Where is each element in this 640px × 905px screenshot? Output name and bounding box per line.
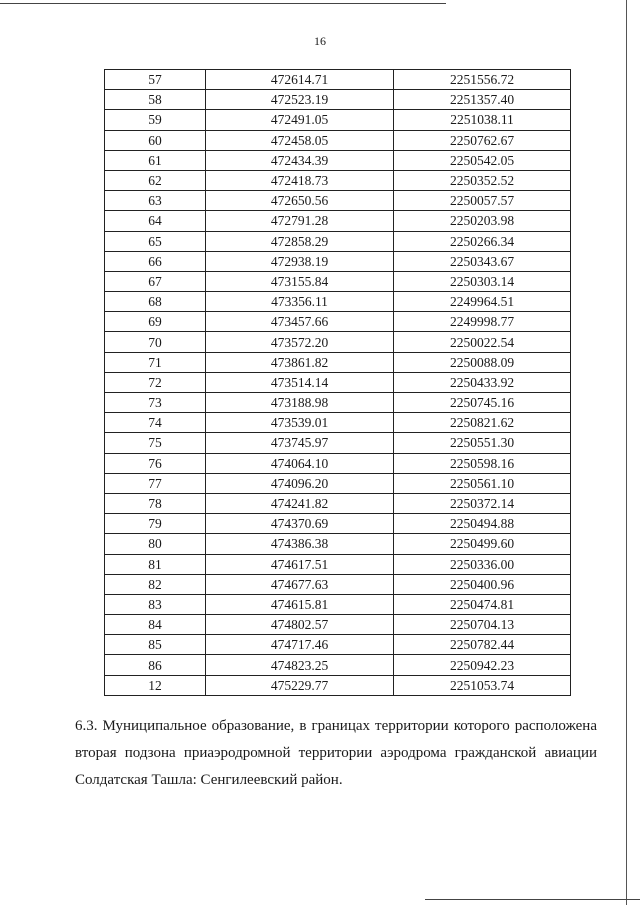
- table-row: [105, 130, 571, 150]
- table-row: [105, 70, 571, 90]
- x-coordinate-cell: 473745.97: [206, 433, 394, 453]
- coordinates-table: [104, 69, 571, 696]
- table-row: [105, 534, 571, 554]
- point-number-cell: 83: [105, 594, 206, 614]
- y-coordinate-cell: 2250821.62: [394, 413, 571, 433]
- x-coordinate-cell: 474802.57: [206, 615, 394, 635]
- x-coordinate-cell: 472491.05: [206, 110, 394, 130]
- table-row: [105, 271, 571, 291]
- scan-edge-top: [0, 3, 446, 4]
- table-row: [105, 413, 571, 433]
- table-row: [105, 574, 571, 594]
- x-coordinate-cell: 472791.28: [206, 211, 394, 231]
- x-coordinate-cell: 474241.82: [206, 493, 394, 513]
- y-coordinate-cell: 2250704.13: [394, 615, 571, 635]
- table-row: [105, 493, 571, 513]
- table-row: [105, 251, 571, 271]
- table-row: [105, 473, 571, 493]
- table-row: [105, 372, 571, 392]
- y-coordinate-cell: 2250400.96: [394, 574, 571, 594]
- x-coordinate-cell: 473188.98: [206, 393, 394, 413]
- y-coordinate-cell: 2250474.81: [394, 594, 571, 614]
- point-number-cell: 85: [105, 635, 206, 655]
- y-coordinate-cell: 2250762.67: [394, 130, 571, 150]
- y-coordinate-cell: 2250303.14: [394, 271, 571, 291]
- point-number-cell: 82: [105, 574, 206, 594]
- table-row: [105, 352, 571, 372]
- x-coordinate-cell: 473572.20: [206, 332, 394, 352]
- table-row: [105, 655, 571, 675]
- page-number: 16: [314, 34, 326, 48]
- y-coordinate-cell: 2250561.10: [394, 473, 571, 493]
- point-number-cell: 68: [105, 292, 206, 312]
- point-number-cell: 81: [105, 554, 206, 574]
- table-row: [105, 635, 571, 655]
- point-number-cell: 57: [105, 70, 206, 90]
- x-coordinate-cell: 472614.71: [206, 70, 394, 90]
- x-coordinate-cell: 472938.19: [206, 251, 394, 271]
- y-coordinate-cell: 2250942.23: [394, 655, 571, 675]
- x-coordinate-cell: 475229.77: [206, 675, 394, 695]
- point-number-cell: 70: [105, 332, 206, 352]
- scan-edge-bottom: [425, 899, 640, 900]
- table-row: [105, 150, 571, 170]
- x-coordinate-cell: 472858.29: [206, 231, 394, 251]
- point-number-cell: 74: [105, 413, 206, 433]
- table-row: [105, 170, 571, 190]
- x-coordinate-cell: 472523.19: [206, 90, 394, 110]
- x-coordinate-cell: 474617.51: [206, 554, 394, 574]
- table-row: [105, 433, 571, 453]
- x-coordinate-cell: 474717.46: [206, 635, 394, 655]
- scan-edge-right: [626, 0, 627, 905]
- point-number-cell: 76: [105, 453, 206, 473]
- table-row: [105, 675, 571, 695]
- y-coordinate-cell: 2250343.67: [394, 251, 571, 271]
- y-coordinate-cell: 2250203.98: [394, 211, 571, 231]
- x-coordinate-cell: 472434.39: [206, 150, 394, 170]
- y-coordinate-cell: 2250745.16: [394, 393, 571, 413]
- table-row: [105, 594, 571, 614]
- x-coordinate-cell: 474370.69: [206, 514, 394, 534]
- y-coordinate-cell: 2249998.77: [394, 312, 571, 332]
- y-coordinate-cell: 2250057.57: [394, 191, 571, 211]
- point-number-cell: 80: [105, 534, 206, 554]
- table-row: [105, 292, 571, 312]
- y-coordinate-cell: 2250499.60: [394, 534, 571, 554]
- y-coordinate-cell: 2250088.09: [394, 352, 571, 372]
- y-coordinate-cell: 2251053.74: [394, 675, 571, 695]
- y-coordinate-cell: 2250433.92: [394, 372, 571, 392]
- y-coordinate-cell: 2251357.40: [394, 90, 571, 110]
- x-coordinate-cell: 473514.14: [206, 372, 394, 392]
- table-row: [105, 191, 571, 211]
- point-number-cell: 75: [105, 433, 206, 453]
- point-number-cell: 71: [105, 352, 206, 372]
- point-number-cell: 66: [105, 251, 206, 271]
- y-coordinate-cell: 2250372.14: [394, 493, 571, 513]
- y-coordinate-cell: 2250598.16: [394, 453, 571, 473]
- y-coordinate-cell: 2250336.00: [394, 554, 571, 574]
- table-row: [105, 332, 571, 352]
- y-coordinate-cell: 2250551.30: [394, 433, 571, 453]
- point-number-cell: 73: [105, 393, 206, 413]
- x-coordinate-cell: 473539.01: [206, 413, 394, 433]
- x-coordinate-cell: 474677.63: [206, 574, 394, 594]
- point-number-cell: 79: [105, 514, 206, 534]
- table-row: [105, 90, 571, 110]
- x-coordinate-cell: 473457.66: [206, 312, 394, 332]
- y-coordinate-cell: 2250352.52: [394, 170, 571, 190]
- y-coordinate-cell: 2250494.88: [394, 514, 571, 534]
- coordinates-table-body: [105, 70, 571, 696]
- x-coordinate-cell: 474386.38: [206, 534, 394, 554]
- point-number-cell: 69: [105, 312, 206, 332]
- y-coordinate-cell: 2250782.44: [394, 635, 571, 655]
- point-number-cell: 63: [105, 191, 206, 211]
- y-coordinate-cell: 2251038.11: [394, 110, 571, 130]
- x-coordinate-cell: 472650.56: [206, 191, 394, 211]
- table-row: [105, 453, 571, 473]
- x-coordinate-cell: 472458.05: [206, 130, 394, 150]
- point-number-cell: 59: [105, 110, 206, 130]
- table-row: [105, 312, 571, 332]
- y-coordinate-cell: 2250266.34: [394, 231, 571, 251]
- point-number-cell: 84: [105, 615, 206, 635]
- x-coordinate-cell: 472418.73: [206, 170, 394, 190]
- point-number-cell: 78: [105, 493, 206, 513]
- point-number-cell: 65: [105, 231, 206, 251]
- point-number-cell: 60: [105, 130, 206, 150]
- x-coordinate-cell: 474064.10: [206, 453, 394, 473]
- point-number-cell: 61: [105, 150, 206, 170]
- table-row: [105, 231, 571, 251]
- y-coordinate-cell: 2250542.05: [394, 150, 571, 170]
- y-coordinate-cell: 2250022.54: [394, 332, 571, 352]
- x-coordinate-cell: 474823.25: [206, 655, 394, 675]
- point-number-cell: 12: [105, 675, 206, 695]
- point-number-cell: 86: [105, 655, 206, 675]
- x-coordinate-cell: 473155.84: [206, 271, 394, 291]
- point-number-cell: 77: [105, 473, 206, 493]
- x-coordinate-cell: 474615.81: [206, 594, 394, 614]
- point-number-cell: 64: [105, 211, 206, 231]
- table-row: [105, 554, 571, 574]
- point-number-cell: 67: [105, 271, 206, 291]
- section-paragraph: 6.3. Муниципальное образование, в границах территории которого расположена вторая подзона приаэродромной территории аэродрома гражданской авиации Солдатская Ташла: Сенгилеевский район.: [75, 718, 597, 788]
- x-coordinate-cell: 473861.82: [206, 352, 394, 372]
- y-coordinate-cell: 2251556.72: [394, 70, 571, 90]
- point-number-cell: 58: [105, 90, 206, 110]
- y-coordinate-cell: 2249964.51: [394, 292, 571, 312]
- x-coordinate-cell: 473356.11: [206, 292, 394, 312]
- point-number-cell: 72: [105, 372, 206, 392]
- table-row: [105, 211, 571, 231]
- table-row: [105, 514, 571, 534]
- table-row: [105, 615, 571, 635]
- point-number-cell: 62: [105, 170, 206, 190]
- table-row: [105, 110, 571, 130]
- table-row: [105, 393, 571, 413]
- x-coordinate-cell: 474096.20: [206, 473, 394, 493]
